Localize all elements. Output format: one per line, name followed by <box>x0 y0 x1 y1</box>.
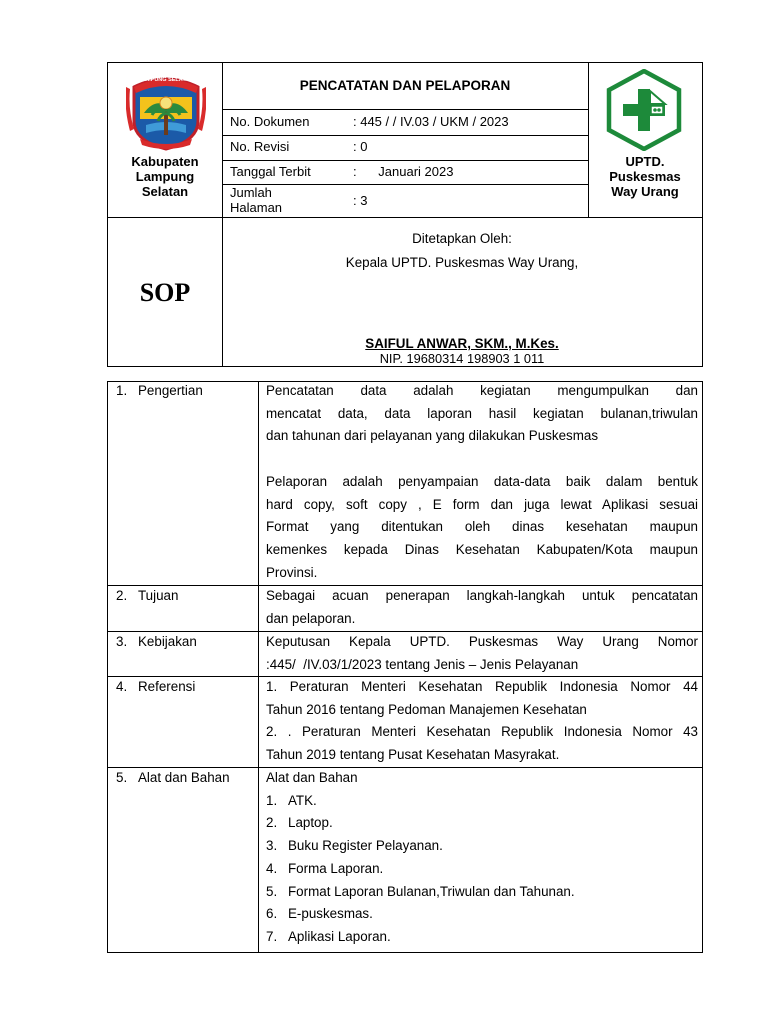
lampung-selatan-crest-logo <box>126 69 206 151</box>
jumlah-halaman-label-line: Halaman <box>230 200 283 215</box>
section-label-kebijakan <box>116 631 197 654</box>
document-title: PENCATATAN DAN PELAPORAN <box>299 78 511 93</box>
sop-content-table <box>107 381 703 953</box>
right-org-line: Puskesmas <box>609 169 681 184</box>
list-text: Aplikasi Laporan. <box>288 928 391 944</box>
section-label-alat-dan-bahan <box>116 767 230 790</box>
no-dokumen-label: No. Dokumen <box>230 114 310 129</box>
paragraph-line: Sebagai acuan penerapan langkah-langkah untuk pencatatan <box>266 588 698 603</box>
section-title: Pengertian <box>138 383 203 398</box>
list-item <box>266 903 698 926</box>
tanggal-terbit-label: Tanggal Terbit <box>230 164 311 179</box>
paragraph-line: Format yang ditentukan oleh dinas kesehatan maupun <box>266 519 698 535</box>
right-org-line: UPTD. <box>625 154 665 169</box>
puskesmas-logo <box>603 69 685 151</box>
list-item <box>266 926 698 949</box>
list-number: 2. <box>266 815 278 831</box>
list-text: Buku Register Pelayanan. <box>288 838 443 854</box>
paragraph-line: Pelaporan adalah penyampaian data-data baik dalam bentuk <box>266 473 698 489</box>
list-number: 1. <box>266 792 278 808</box>
paragraph-line: hard copy, soft copy , E form dan juga lewat Aplikasi sesuai <box>266 496 698 512</box>
no-revisi-label: No. Revisi <box>230 139 290 154</box>
sop-label: SOP <box>139 278 191 307</box>
list-text: Format Laporan Bulanan,Triwulan dan Tahunan. <box>288 883 575 899</box>
list-item <box>266 812 698 835</box>
section-content-kebijakan <box>266 631 698 676</box>
section-content-referensi <box>266 676 698 767</box>
header-rule <box>222 135 588 136</box>
no-revisi-value: : 0 <box>353 139 368 154</box>
section-label-pengertian <box>116 380 203 403</box>
section-title: Tujuan <box>138 588 179 603</box>
paragraph-line: Provinsi. <box>266 564 318 580</box>
ditetapkan-oleh: Ditetapkan Oleh: <box>412 231 512 246</box>
section-title: Kebijakan <box>138 634 197 649</box>
jumlah-halaman-label <box>230 185 282 215</box>
right-org-name <box>588 154 702 199</box>
header-rule <box>222 109 588 110</box>
section-title: Alat dan Bahan <box>138 770 230 785</box>
section-title: Referensi <box>138 679 196 694</box>
list-item <box>266 790 698 813</box>
list-number: 6. <box>266 906 278 922</box>
list-intro: Alat dan Bahan <box>266 770 358 785</box>
svg-text:LAMPUNG SELATAN: LAMPUNG SELATAN <box>138 77 194 83</box>
list-item <box>266 835 698 858</box>
right-org-line: Way Urang <box>611 184 679 199</box>
section-content-tujuan <box>266 585 698 630</box>
left-org-line: Kabupaten <box>131 154 199 169</box>
no-dokumen-value: : 445 / / IV.03 / UKM / 2023 <box>353 114 509 129</box>
section-content-alat-dan-bahan <box>266 767 698 949</box>
sop-header-table <box>107 62 703 367</box>
left-org-line: Lampung <box>135 169 195 184</box>
section-label-referensi <box>116 676 195 699</box>
section-label-tujuan <box>116 585 178 608</box>
list-item <box>266 881 698 904</box>
paragraph-line: 1. Peraturan Menteri Kesehatan Republik Indonesia Nomor 44 <box>266 679 698 694</box>
left-org-name <box>108 154 222 199</box>
list-number: 3. <box>266 838 278 854</box>
section-number: 3. <box>116 634 128 649</box>
column-divider <box>258 382 259 952</box>
left-org-line: Selatan <box>141 184 189 199</box>
paragraph-line: Pencatatan data adalah kegiatan mengumpulkan dan <box>266 383 698 398</box>
paragraph-line: dan tahunan dari pelayanan yang dilakukan Puskesmas <box>266 428 599 444</box>
paragraph-line: Keputusan Kepala UPTD. Puskesmas Way Urang Nomor <box>266 634 698 649</box>
jumlah-halaman-label-line: Jumlah <box>230 185 272 200</box>
signer-nip: NIP. 19680314 198903 1 011 <box>379 351 545 366</box>
list-text: E-puskesmas. <box>288 906 373 922</box>
header-rule <box>222 160 588 161</box>
paragraph-line: 2. . Peraturan Menteri Kesehatan Republik Indonesia Nomor 43 <box>266 724 698 740</box>
section-number: 4. <box>116 679 128 694</box>
paragraph-line: dan pelaporan. <box>266 610 356 626</box>
section-number: 5. <box>116 770 128 785</box>
section-number: 1. <box>116 383 128 398</box>
list-item <box>266 858 698 881</box>
jabatan-kepala: Kepala UPTD. Puskesmas Way Urang, <box>345 255 579 270</box>
list-text: Forma Laporan. <box>288 860 384 876</box>
paragraph-line: mencatat data, data laporan hasil kegiatan bulanan,triwulan <box>266 405 698 421</box>
section-content-pengertian <box>266 380 698 584</box>
paragraph-line: kemenkes kepada Dinas Kesehatan Kabupaten/Kota maupun <box>266 541 698 557</box>
paragraph-line: :445/ /IV.03/1/2023 tentang Jenis – Jenis Pelayanan <box>266 656 579 672</box>
paragraph-spacer <box>266 448 698 471</box>
jumlah-halaman-value: : 3 <box>353 193 368 208</box>
paragraph-line: Tahun 2016 tentang Pedoman Manajemen Kesehatan <box>266 701 587 717</box>
paragraph-line: Tahun 2019 tentang Pusat Kesehatan Masyrakat. <box>266 747 560 763</box>
section-number: 2. <box>116 588 128 603</box>
list-number: 4. <box>266 860 278 876</box>
signer-name: SAIFUL ANWAR, SKM., M.Kes. <box>365 336 559 351</box>
list-text: Laptop. <box>288 815 333 831</box>
header-rule-full <box>108 217 702 218</box>
list-number: 7. <box>266 928 278 944</box>
list-text: ATK. <box>288 792 317 808</box>
tanggal-terbit-value: : Januari 2023 <box>353 164 454 179</box>
list-number: 5. <box>266 883 278 899</box>
